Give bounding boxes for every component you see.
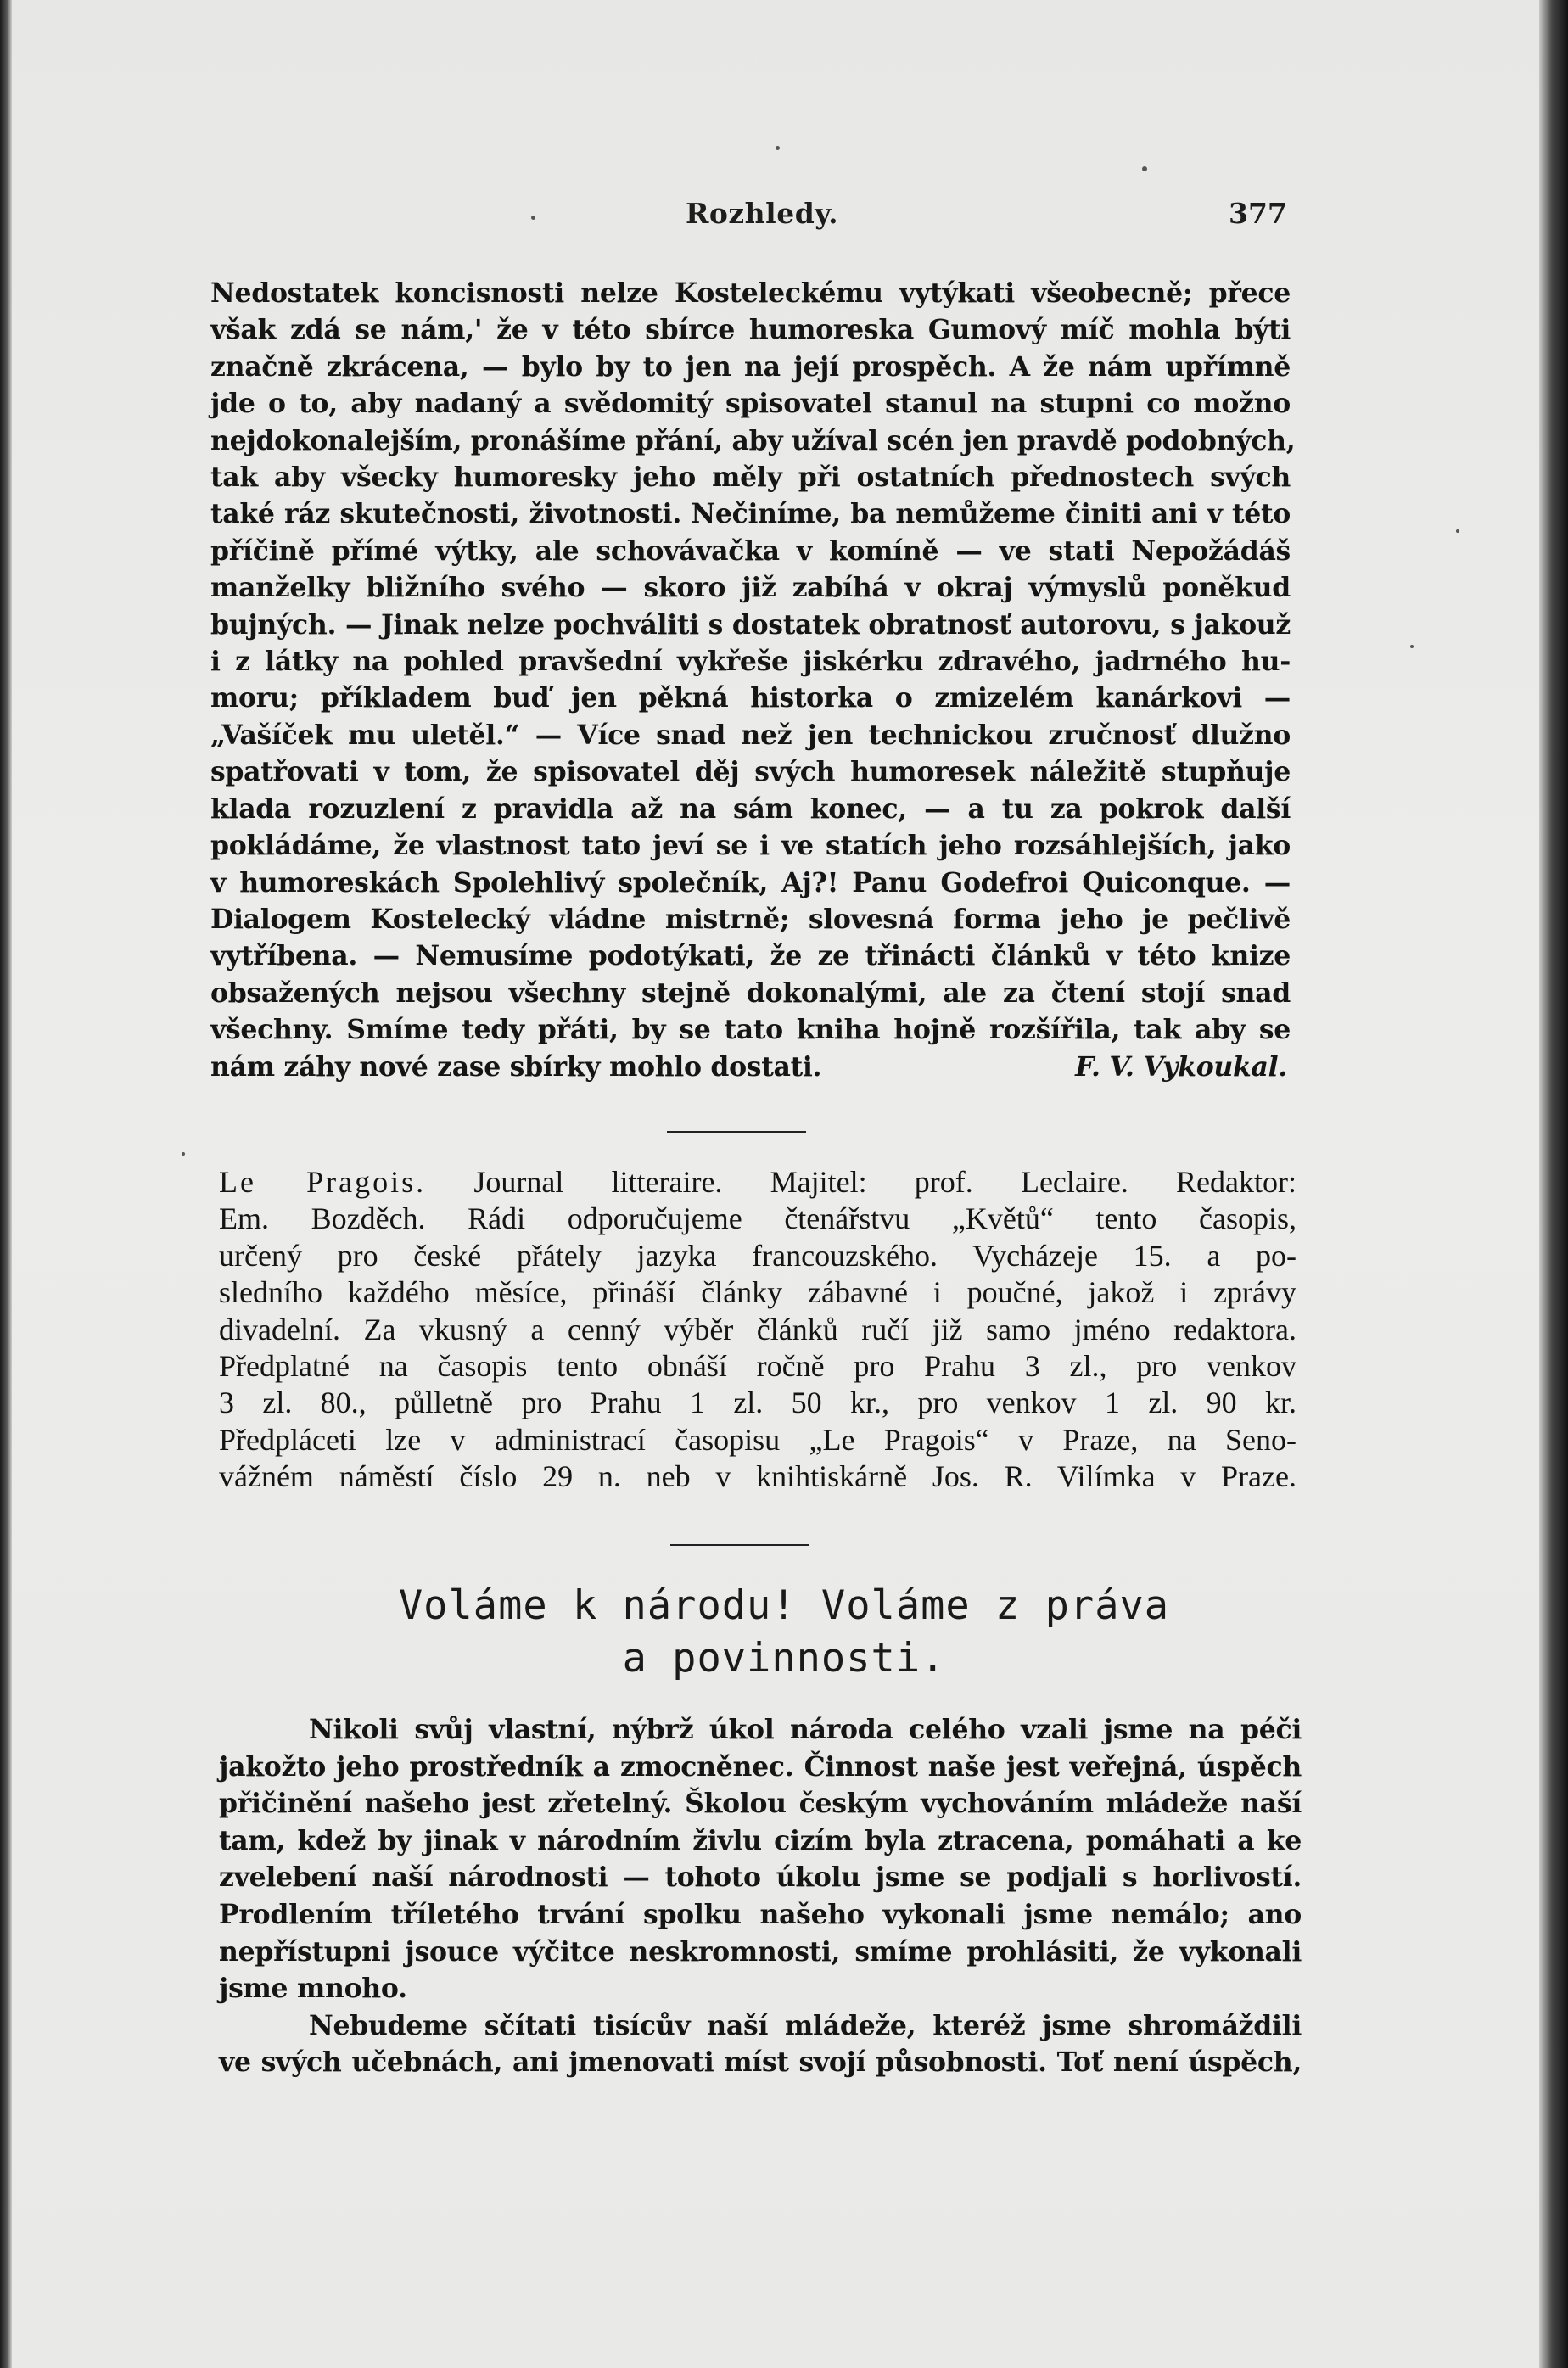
appeal-line: Nebudeme sčítati tisícův naší mládeže, kteréž jsme shromáždili (309, 2009, 1302, 2041)
appeal-heading-line: a povinnosti. (622, 1635, 946, 1682)
paper-speck (1456, 529, 1459, 533)
appeal-line: nepřístupni jsouce výčitce neskromnosti, smíme prohlásiti, že vykonali (219, 1935, 1302, 1968)
review-line: moru; příkladem buď jen pěkná historka o zmizelém kanárkovi — (210, 682, 1291, 714)
review-line: nejdokonalejším, pronášíme přání, aby užíval scén jen pravdě podobných, (210, 424, 1296, 456)
running-head (0, 197, 1568, 239)
notice-line: Předpláceti lze v administrací časopisu „Le Pragois“ v Praze, na Seno- (219, 1422, 1296, 1457)
appeal-line: Nikoli svůj vlastní, nýbrž úkol národa celého vzali jsme na péči (309, 1714, 1302, 1745)
paper-speck (1142, 166, 1147, 171)
appeal-line: jsme mnoho. (219, 1973, 407, 2005)
review-line: tak aby všecky humoresky jeho měly při ostatních přednostech svých (210, 462, 1291, 494)
review-last-line (210, 1049, 1291, 1085)
review-line: klada rozuzlení z pravidla až na sám konec, — a tu za pokrok další (210, 792, 1291, 825)
appeal-line: tam, kdež by jinak v národním živlu cizím byla ztracena, pomáhati a ke (219, 1824, 1302, 1856)
paper-speck (182, 1152, 185, 1156)
notice-line: Předplatné na časopis tento obnáší ročně pro Prahu 3 zl., pro venkov (219, 1349, 1296, 1384)
review-line: „Vašíček mu uletěl.“ — Více snad než jen technickou zručnosť dlužno (210, 719, 1291, 751)
appeal-heading-line: Voláme k národu! Voláme z práva (398, 1582, 1170, 1629)
review-line: také ráz skutečnosti, životnosti. Nečiníme, ba nemůžeme činiti ani v této (210, 498, 1291, 530)
appeal-heading (0, 1580, 1568, 1685)
review-line: v humoreskách Spolehlivý společník, Aj?! Panu Godefroi Quiconque. — (210, 866, 1291, 898)
notice-line: Em. Bozděch. Rádi odporučujeme čtenářstvu „Květů“ tento časopis, (219, 1201, 1296, 1236)
review-line: spatřovati v tom, že spisovatel děj svých humoresek náležitě stupňuje (210, 756, 1291, 788)
review-line: značně zkrácena, — bylo by to jen na její prospěch. A že nám upřímně (210, 350, 1291, 383)
appeal-line: jakožto jeho prostředník a zmocněnec. Činnost naše jest veřejná, úspěch (219, 1750, 1302, 1783)
appeal-line: přičinění našeho jest zřetelný. Školou českým vychováním mládeže naší (219, 1788, 1302, 1820)
review-line: manželky bližního svého — skoro již zabíhá v okraj výmyslů poněkud (210, 572, 1291, 604)
running-title: Rozhledy. (686, 197, 839, 230)
notice-line (219, 1164, 1296, 1201)
review-line: bujných. — Jinak nelze pochváliti s dostatek obratnosť autorovu, s jakouž (210, 608, 1291, 641)
review-line: vytříbena. — Nemusíme podotýkati, že ze třinácti článků v této knize (210, 940, 1291, 972)
notice-line: určený pro české přátely jazyka francouzského. Vycházeje 15. a po- (219, 1238, 1296, 1273)
review-line: všechny. Smíme tedy přáti, by se tato kniha hojně rozšířila, tak aby se (210, 1014, 1291, 1046)
notice-line: sledního každého měsíce, přináší články zábavné i poučné, jakož i zprávy (219, 1275, 1296, 1310)
notice-line: divadelní. Za vkusný a cenný výběr článků ručí již samo jméno redaktora. (219, 1312, 1296, 1346)
review-line: Dialogem Kostelecký vládne mistrně; slovesná forma jeho je pečlivě (210, 903, 1291, 935)
paper-speck (776, 146, 780, 150)
notice-first-line: Journal litteraire. Majitel: prof. Leclaire. Redaktor: (473, 1165, 1296, 1199)
paper-speck (531, 216, 535, 220)
review-line: však zdá se nám,' že v této sbírce humoreska Gumový míč mohla býti (210, 314, 1291, 346)
review-line: i z látky na pohled pravšední vykřeše jiskérku zdravého, jadrného hu- (210, 646, 1291, 678)
review-line: příčině přímé výtky, ale schovávačka v komíně — ve stati Nepožádáš (210, 535, 1291, 567)
le-pragois-notice (219, 1164, 1296, 1496)
review-line: Nedostatek koncisnosti nelze Kosteleckému vytýkati všeobecně; přece (210, 277, 1291, 309)
section-divider (670, 1544, 809, 1546)
appeal-line: Prodlením tříletého trvání spolku našeho vykonali jsme nemálo; ano (219, 1898, 1302, 1930)
review-signature: F. V. Vykoukal. (1075, 1050, 1287, 1083)
appeal-line: ve svých učebnách, ani jmenovati míst svojí působnosti. Toť není úspěch, (219, 2046, 1302, 2079)
review-line: obsažených nejsou všechny stejně dokonalými, ale za čtení stojí snad (210, 977, 1291, 1009)
section-divider (667, 1131, 806, 1133)
paper-speck (1410, 645, 1414, 648)
review-closing-text: nám záhy nové zase sbírky mohlo dostati. (210, 1050, 822, 1083)
page-binding-shadow (0, 0, 12, 2368)
review-text (210, 275, 1296, 1085)
review-line: jde o to, aby nadaný a svědomitý spisovatel stanul na stupni co možno (210, 388, 1291, 420)
notice-line: vážném náměstí číslo 29 n. neb v knihtiskárně Jos. R. Vilímka v Praze. (219, 1459, 1296, 1494)
appeal-line: zvelebení naší národnosti — tohoto úkolu jsme se podjali s horlivostí. (219, 1861, 1302, 1894)
page-number: 377 (1229, 197, 1287, 230)
appeal-text (219, 1711, 1302, 2081)
notice-line: 3 zl. 80., půlletně pro Prahu 1 zl. 50 kr., pro venkov 1 zl. 90 kr. (219, 1386, 1296, 1420)
page-edge-shadow (1539, 0, 1568, 2368)
review-line: pokládáme, že vlastnost tato jeví se i ve statích jeho rozsáhlejších, jako (210, 830, 1291, 862)
notice-title: Le Pragois. (219, 1165, 427, 1199)
